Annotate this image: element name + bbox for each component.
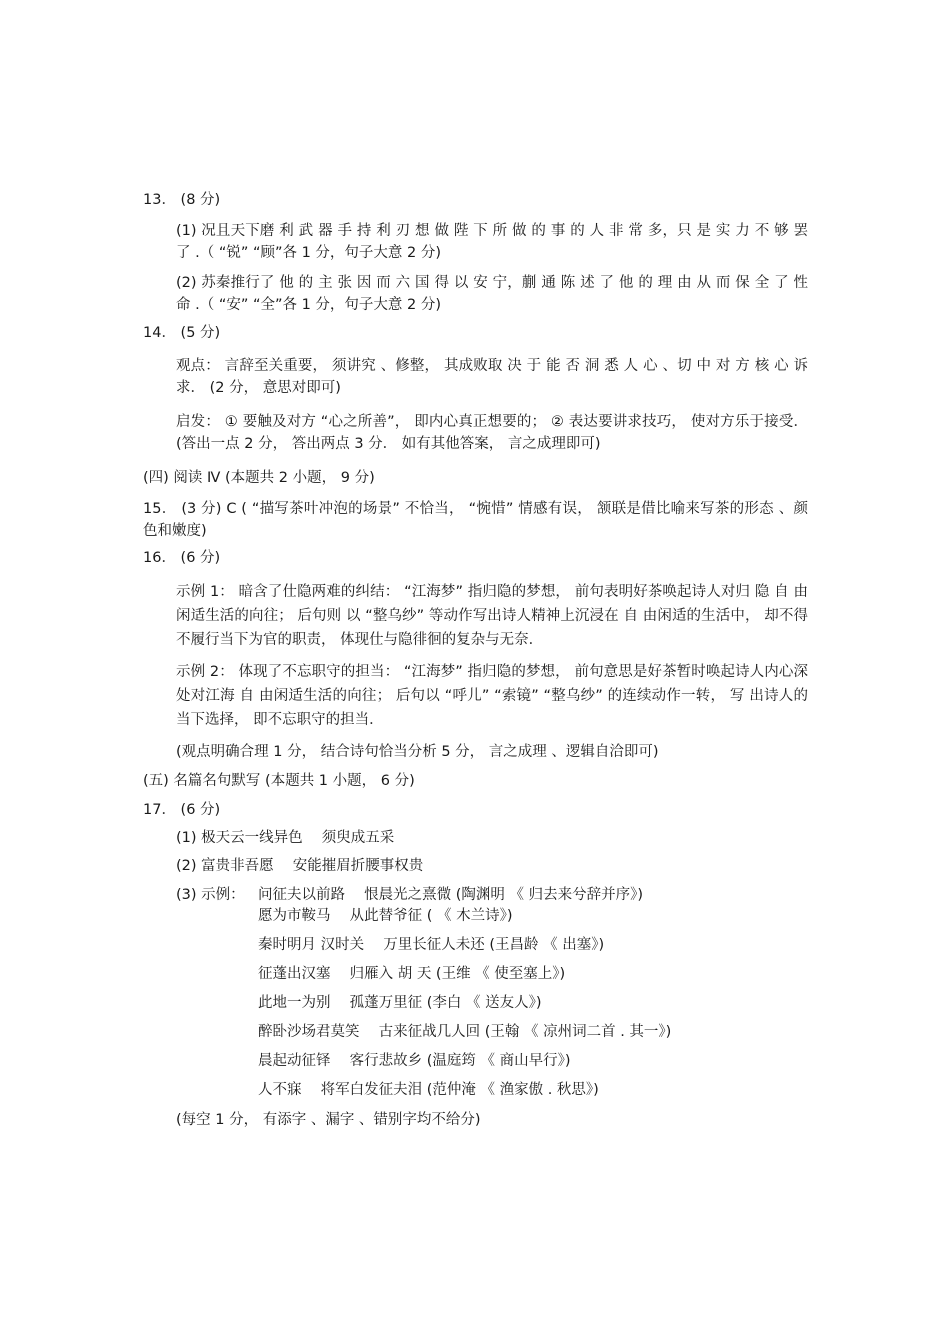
q17-example-line: 愿为市鞍马 从此替爷征 ( 《 木兰诗》) [258, 908, 513, 924]
q17-example-line: 秦时明月 汉时关 万里长征人未还 (王昌龄 《 出塞》) [258, 937, 605, 953]
q16-example-1: 示例 1： 暗含了仕隐两难的纠结： “江海梦” 指归隐的梦想， 前句表明好茶唤起诗人对归 隐 自 由闲适生活的向往； 后句则 以 “整乌纱” 等动作写出诗人精神上沉浸在 自 由闲适的生活中， 却不得不履行当下为官的职责， 体现仕与隐徘徊的复杂与无奈． [176, 584, 808, 648]
q16-scoring-note: (观点明确合理 1 分， 结合诗句恰当分析 5 分， 言之成理 、逻辑自洽即可) [176, 744, 659, 760]
q13-answer-2: (2) 苏秦推行了 他 的 主 张 因 而 六 国 得 以 安 宁，蒯 通 陈 述 了 他 的 理 由 从 而 保 全 了 性 命 .（ “安” “全”各 1 分，句子大意 2 分) [176, 275, 808, 313]
q14-inspiration: 启发： ① 要触及对方 “心之所善”， 即内心真正想要的； ② 表达要讲求技巧， 使对方乐于接受． (答出一点 2 分， 答出两点 3 分． 如有其他答案， 言之成理即可) [176, 414, 808, 452]
q17-example-line: 醉卧沙场君莫笑 古来征战几人回 (王翰 《 凉州词二首 . 其一》) [258, 1024, 672, 1040]
q15-answer: 15． (3 分) C ( “描写茶叶冲泡的场景” 不恰当， “惋惜” 情感有误， 颔联是借比喻来写茶的形态 、颜色和嫩度) [143, 501, 808, 539]
q17-example-line: 征蓬出汉塞 归雁入 胡 天 (王维 《 使至塞上》) [258, 966, 566, 982]
q17-scoring-note: (每空 1 分， 有添字 、漏字 、错别字均不给分) [176, 1112, 481, 1128]
q17-answer-1: (1) 极天云一线异色 须臾成五采 [176, 830, 395, 846]
q17-example-line: 此地一为别 孤蓬万里征 (李白 《 送友人》) [258, 995, 542, 1011]
q17-example-line: 晨起动征铎 客行悲故乡 (温庭筠 《 商山早行》) [258, 1053, 571, 1069]
section-5-heading: (五) 名篇名句默写 (本题共 1 小题， 6 分) [143, 773, 415, 789]
q17-example-line: 人不寐 将军白发征夫泪 (范仲淹 《 渔家傲 . 秋思》) [258, 1082, 599, 1098]
q16-example-2: 示例 2： 体现了不忘职守的担当： “江海梦” 指归隐的梦想， 前句意思是好茶暂时唤起诗人内心深处对江海 自 由闲适生活的向往； 后句以 “呼儿” “索镜” “整乌纱” 的连续动作一转， 写 出诗人的当下选择， 即不忘职守的担当． [176, 664, 808, 728]
q17-example-line: 问征夫以前路 恨晨光之熹微 (陶渊明 《 归去来兮辞并序》) [258, 887, 643, 903]
q14-heading: 14． (5 分) [143, 325, 221, 341]
q13-answer-1: (1) 况且天下磨 利 武 器 手 持 利 刃 想 做 陛 下 所 做 的 事 的 人 非 常 多，只 是 实 力 不 够 罢 了 .（ “锐” “顾”各 1 分，句子大意 2 分) [176, 223, 808, 261]
q13-heading: 13． (8 分) [143, 192, 221, 208]
q14-viewpoint: 观点： 言辞至关重要， 须讲究 、修整， 其成败取 决 于 能 否 洞 悉 人 心 、切 中 对 方 核 心 诉求． (2 分， 意思对即可) [176, 358, 808, 396]
q17-answer-2: (2) 富贵非吾愿 安能摧眉折腰事权贵 [176, 858, 424, 874]
section-4-heading: (四) 阅读 Ⅳ (本题共 2 小题， 9 分) [143, 470, 375, 486]
q17-answer-3-label: (3) 示例： [176, 887, 245, 903]
q17-heading: 17． (6 分) [143, 802, 221, 818]
q16-heading: 16． (6 分) [143, 550, 221, 566]
